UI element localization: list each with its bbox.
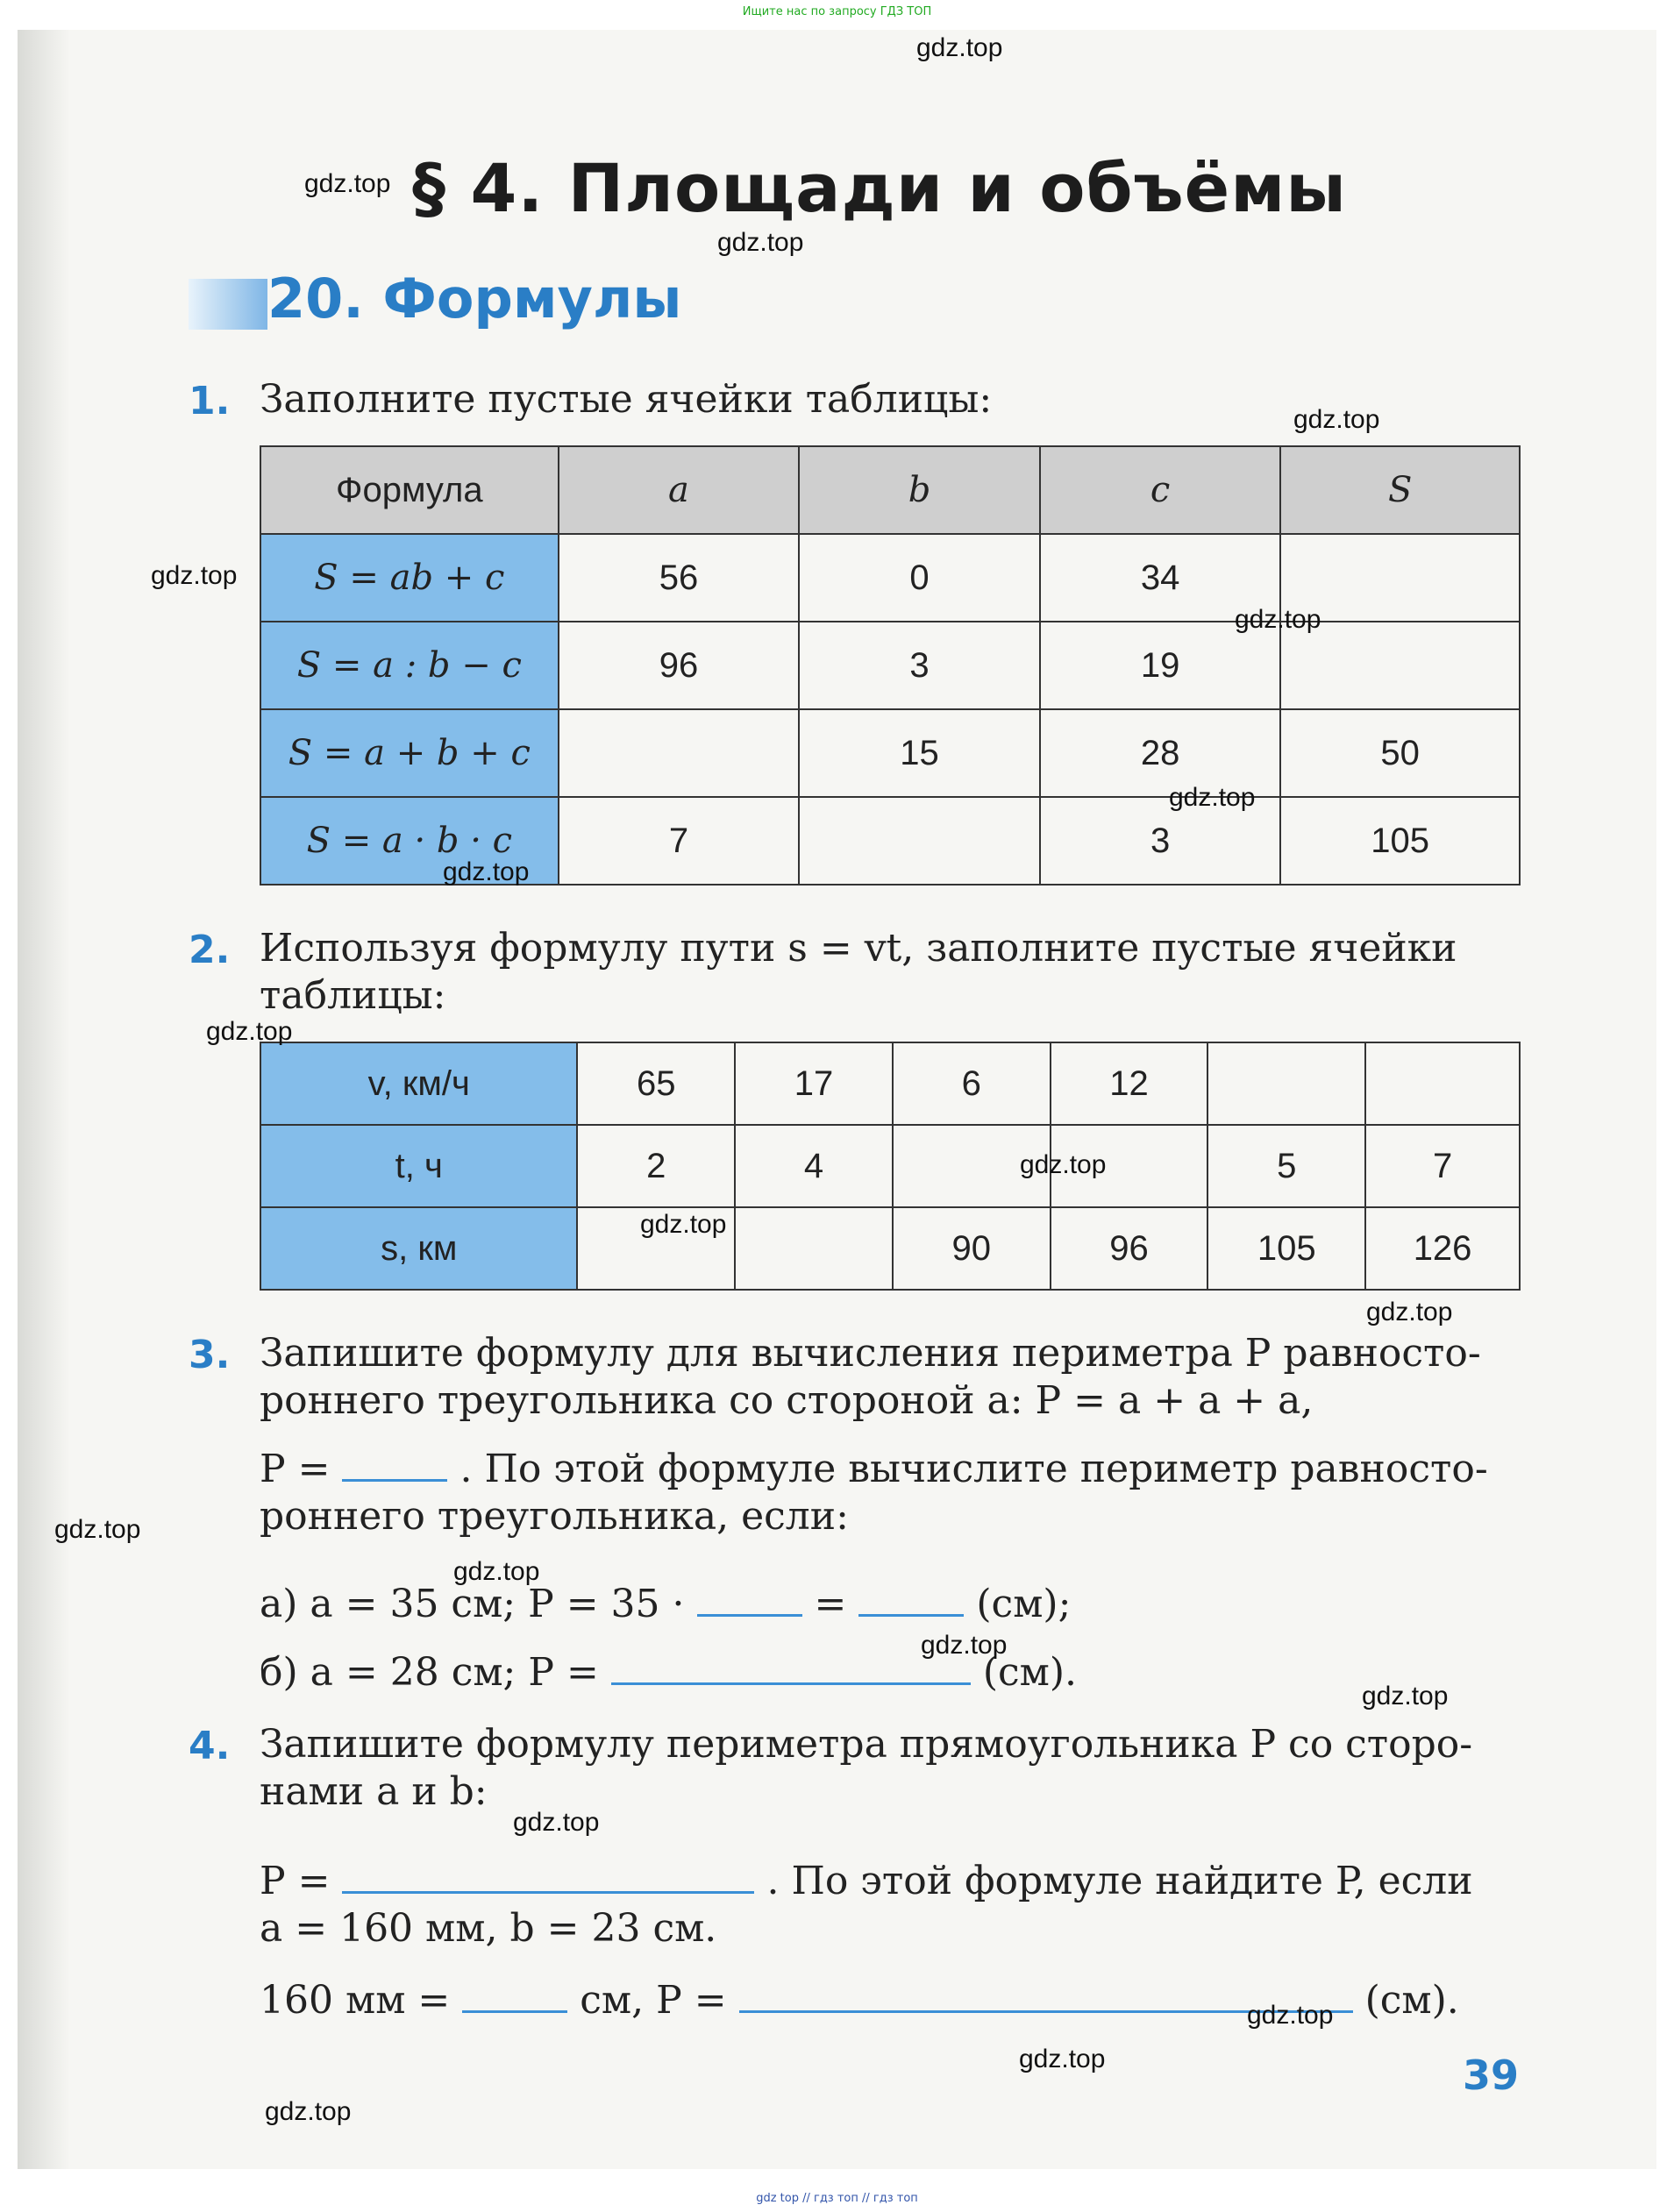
table-cell: 90 [893,1207,1051,1290]
watermark: gdz.top [1019,2045,1106,2073]
table-cell: 28 [1040,709,1281,797]
table-cell: 34 [1040,534,1281,622]
task-2-line-1: Используя формулу пути s = vt, заполните пустые ячейки [260,926,1457,971]
formula-cell: S = a · b · c [260,797,559,885]
answer-blank[interactable] [611,1682,971,1685]
table-cell: 105 [1207,1207,1365,1290]
row-label-time: t, ч [260,1125,577,1207]
top-banner: Ищите нас по запросу ГДЗ ТОП [742,5,932,18]
task-3-line-1: Запишите формулу для вычисления периметра P равносто- [260,1331,1481,1376]
table-cell: 0 [799,534,1040,622]
task-4-number: 4. [189,1724,231,1768]
table-cell: 65 [577,1042,735,1125]
row-label-speed: v, км/ч [260,1042,577,1125]
watermark: gdz.top [1247,2001,1334,2030]
watermark: gdz.top [304,169,391,198]
header-c: c [1040,446,1281,534]
task-1-table [260,445,1521,886]
answer-cell[interactable] [559,709,800,797]
table-header-row [260,446,1520,534]
table-cell: 96 [1051,1207,1208,1290]
table-cell: 7 [559,797,800,885]
watermark: gdz.top [1169,783,1256,812]
table-cell: 12 [1051,1042,1208,1125]
watermark: gdz.top [1020,1150,1107,1179]
watermark: gdz.top [54,1515,141,1544]
table-cell: 2 [577,1125,735,1207]
watermark: gdz.top [265,2097,352,2126]
table-row [260,622,1520,709]
table-cell: 17 [735,1042,893,1125]
table-row [260,709,1520,797]
text: P = [260,1859,331,1903]
watermark: gdz.top [717,228,804,257]
table-cell: 15 [799,709,1040,797]
table-cell: 6 [893,1042,1051,1125]
watermark: gdz.top [151,561,238,590]
answer-cell[interactable] [735,1207,893,1290]
row-label-distance: s, км [260,1207,577,1290]
task-1-number: 1. [189,379,231,423]
watermark: gdz.top [1235,605,1321,634]
table-cell: 4 [735,1125,893,1207]
watermark: gdz.top [1293,405,1380,434]
table-row [260,1125,1520,1207]
text: . По этой формуле найдите P, если [766,1859,1473,1903]
task-3-line-3 [260,1447,1488,1491]
watermark: gdz.top [206,1017,293,1046]
table-cell: 96 [559,622,800,709]
answer-blank[interactable] [462,2009,567,2013]
formula-cell: S = ab + c [260,534,559,622]
task-1-text: Заполните пустые ячейки таблицы: [260,377,993,422]
text: = [814,1582,847,1626]
answer-cell[interactable] [799,797,1040,885]
text: P = [260,1447,331,1491]
answer-cell[interactable] [1365,1042,1520,1125]
bottom-banner: gdz top // гдз топ // гдз топ [756,2192,918,2205]
page-binding-shadow [18,30,70,2169]
task-3-item-a [260,1582,1071,1626]
watermark: gdz.top [443,857,530,886]
watermark: gdz.top [1362,1682,1449,1711]
task-2-line-2: таблицы: [260,973,446,1018]
watermark: gdz.top [640,1210,727,1239]
table-cell: 126 [1365,1207,1520,1290]
task-3-number: 3. [189,1333,231,1377]
table-cell: 7 [1365,1125,1520,1207]
header-s: S [1280,446,1520,534]
formula-cell: S = a : b − c [260,622,559,709]
formula-cell: S = a + b + c [260,709,559,797]
table-cell: 50 [1280,709,1520,797]
table-cell: 19 [1040,622,1281,709]
text: . По этой формуле вычислите периметр равносто- [459,1447,1488,1491]
watermark: gdz.top [916,33,1003,62]
task-4-line-3 [260,1859,1473,1903]
table-cell: 5 [1207,1125,1365,1207]
task-3-line-4: роннего треугольника, если: [260,1494,849,1539]
task-2-number: 2. [189,928,231,972]
watermark: gdz.top [453,1557,540,1586]
section-title: 20. Формулы [267,267,682,331]
answer-blank[interactable] [342,1478,447,1482]
answer-blank[interactable] [342,1890,754,1894]
table-row [260,1042,1520,1125]
task-3-line-2: роннего треугольника со стороной a: P = a + a + a, [260,1378,1314,1423]
table-cell: 56 [559,534,800,622]
answer-blank[interactable] [697,1613,802,1617]
header-b: b [799,446,1040,534]
header-a: a [559,446,800,534]
chapter-title: § 4. Площади и объёмы [412,149,1348,227]
text: 160 мм = [260,1978,451,2023]
task-2-table [260,1042,1521,1291]
text: (см). [982,1650,1078,1695]
section-title-bar [189,279,267,330]
task-4-line-1: Запишите формулу периметра прямоугольника P со сторо- [260,1722,1473,1767]
text: (см). [1364,1978,1459,2023]
task-4-line-4: a = 160 мм, b = 23 см. [260,1906,717,1951]
table-cell: 3 [1040,797,1281,885]
header-formula: Формула [260,446,559,534]
watermark: gdz.top [1366,1298,1453,1326]
watermark: gdz.top [513,1808,600,1837]
table-cell: 105 [1280,797,1520,885]
answer-cell[interactable] [1280,622,1520,709]
task-4-line-2: нами a и b: [260,1769,488,1814]
table-row [260,534,1520,622]
watermark: gdz.top [921,1631,1008,1660]
table-cell: 3 [799,622,1040,709]
answer-blank[interactable] [858,1613,964,1617]
text: см, P = [580,1978,727,2023]
text: б) a = 28 см; P = [260,1650,599,1695]
page-number: 39 [1463,2052,1520,2099]
answer-cell[interactable] [1207,1042,1365,1125]
text: (см); [976,1582,1072,1626]
table-row [260,1207,1520,1290]
text: а) a = 35 см; P = 35 · [260,1582,685,1626]
